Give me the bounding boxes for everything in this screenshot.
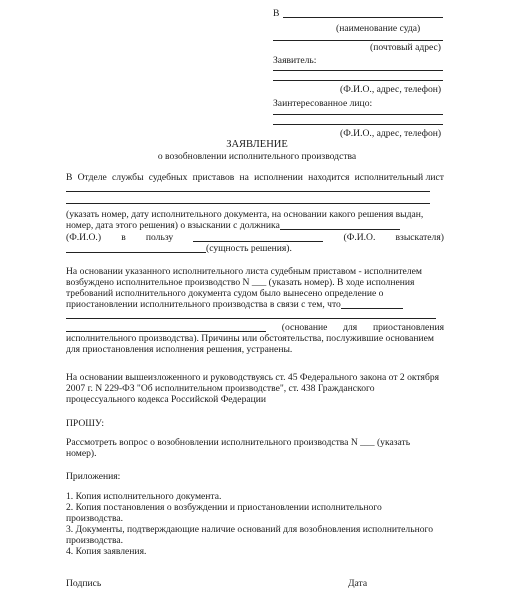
court-address-line bbox=[273, 40, 443, 41]
attachment-item-2: 2. Копия постановления о возбуждении и приостановлении исполнительного bbox=[66, 502, 382, 513]
paragraph-2-cont bbox=[66, 322, 444, 355]
applicant-label: Заявитель: bbox=[273, 55, 317, 66]
attachment-item-3-cont: производства. bbox=[66, 535, 124, 546]
court-address-hint: (почтовый адрес) bbox=[370, 42, 441, 53]
p2-line-3: требований исполнительного документа судом было вынесено определение о bbox=[66, 288, 384, 299]
court-line bbox=[283, 17, 443, 18]
p1-line-2: (указать номер, дату исполнительного документа, на основании какого решения выдан, bbox=[66, 209, 424, 220]
p1-line-3: номер, дата этого решения) о взыскании с должника bbox=[66, 220, 444, 231]
p2-line-1: На основании указанного исполнительного листа судебным приставом - исполнителем bbox=[66, 266, 422, 277]
paragraph-2 bbox=[66, 266, 444, 310]
attachment-item-2-cont: производства. bbox=[66, 513, 124, 524]
interested-line-1 bbox=[273, 114, 443, 115]
p2-line-2: возбуждено исполнительное производство N ___ (указать номер). В ходе исполнения bbox=[66, 277, 415, 288]
p2-blank-line bbox=[66, 318, 436, 319]
p2-line-4: приостановлении исполнительного производства в связи с тем, что bbox=[66, 299, 444, 310]
p1-line-4: (Ф.И.О.) в пользу (Ф.И.О. взыскателя) bbox=[66, 232, 444, 243]
court-hint: (наименование суда) bbox=[336, 23, 421, 34]
signature-label: Подпись bbox=[66, 578, 102, 589]
request-line-1: Рассмотреть вопрос о возобновлении исполнительного производства N ___ (указать bbox=[66, 437, 411, 448]
document-subtitle: о возобновлении исполнительного производства bbox=[157, 151, 357, 162]
p1-blank-line-2 bbox=[66, 203, 430, 204]
interested-hint: (Ф.И.О., адрес, телефон) bbox=[340, 128, 442, 139]
document-title: ЗАЯВЛЕНИЕ bbox=[226, 139, 288, 150]
paragraph-3 bbox=[66, 372, 444, 405]
applicant-hint: (Ф.И.О., адрес, телефон) bbox=[340, 84, 442, 95]
p1-line-1: В Отделе службы судебных приставов на исполнении находится исполнительный лист bbox=[66, 172, 444, 183]
attachment-item-1: 1. Копия исполнительного документа. bbox=[66, 491, 222, 502]
p1-blank-line-1 bbox=[66, 191, 430, 192]
paragraph-1 bbox=[66, 172, 444, 183]
request-heading: ПРОШУ: bbox=[66, 418, 105, 429]
p2-line-7: для приостановления исполнения решения, устранены. bbox=[66, 344, 293, 355]
paragraph-1-cont bbox=[66, 209, 444, 254]
request-line-2: номер). bbox=[66, 448, 97, 459]
p2-line-6: исполнительного производства). Причины или обстоятельства, послужившие основанием bbox=[66, 333, 434, 344]
p3-line-1: На основании вышеизложенного и руководствуясь ст. 45 Федерального закона от 2 октября bbox=[66, 372, 440, 383]
applicant-line-2 bbox=[273, 80, 443, 81]
court-prefix: В bbox=[273, 8, 280, 19]
applicant-line-1 bbox=[273, 70, 443, 71]
attachment-item-4: 4. Копия заявления. bbox=[66, 546, 147, 557]
p1-line-5: (сущность решения). bbox=[66, 243, 444, 254]
date-label: Дата bbox=[348, 578, 368, 589]
p3-line-2: 2007 г. N 229-ФЗ "Об исполнительном производстве", ст. 438 Гражданского bbox=[66, 383, 375, 394]
attachments-heading: Приложения: bbox=[66, 471, 121, 482]
p3-line-3: процессуального кодекса Российской Федерации bbox=[66, 394, 267, 405]
interested-label: Заинтересованное лицо: bbox=[273, 98, 373, 109]
attachment-item-3: 3. Документы, подтверждающие наличие оснований для возобновления исполнительного bbox=[66, 524, 434, 535]
interested-line-2 bbox=[273, 124, 443, 125]
p2-line-5: (основание для приостановления bbox=[66, 322, 444, 333]
